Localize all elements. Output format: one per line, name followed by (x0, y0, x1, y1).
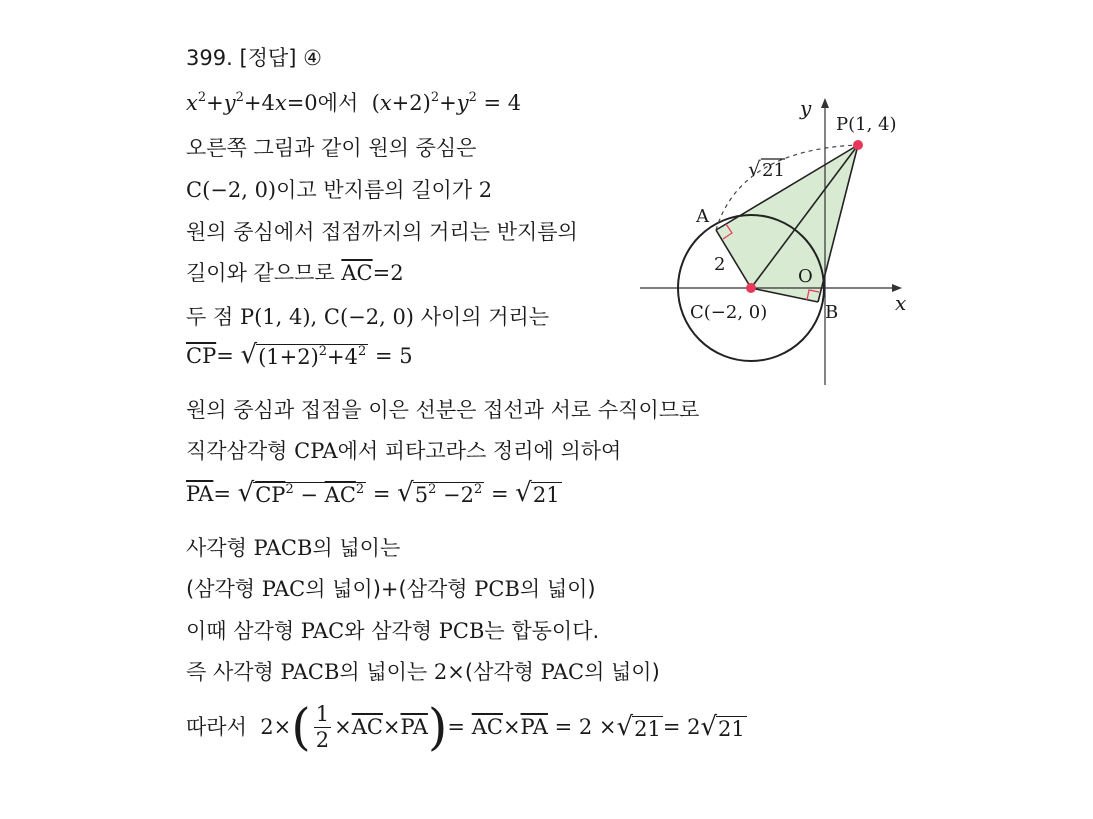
equation-final: 따라서 2× ( $\frac{1}{2}$ $\times\overline{AC}\times\overline{PA}$ ) = $\overline{AC}\times\overline{PA} = 2$ × √ 21 = 2 √ 21 (186, 698, 745, 756)
segment-ac: $\overline{AC}$ (341, 261, 373, 285)
sqrt-sign: √ (748, 157, 761, 181)
answer-header (186, 48, 322, 69)
eq1-suffix: 에서 (317, 91, 359, 115)
label-x: x (895, 291, 907, 315)
text-line-14: 이때 삼각형 PAC와 삼각형 PCB는 합동이다. (186, 619, 600, 643)
label-b: B (825, 302, 839, 323)
center-point: C(−2, 0) (186, 178, 277, 202)
points-pc: P(1, 4), C(−2, 0) (239, 305, 414, 329)
y-axis-arrow (821, 98, 829, 108)
text-line-6: 길이와 같으므로 $\overline{AC}=2$ (186, 261, 404, 285)
text-line-12: 사각형 PACB의 넓이는 (186, 536, 401, 560)
triangle-cpa: CPA (294, 439, 338, 463)
text-line-10: 직각삼각형 CPA에서 피타고라스 정리에 의하여 (186, 439, 622, 463)
equation-cp: $\overline{CP}=$ √ $(1+2)^2+4^2$ = 5 (186, 340, 413, 370)
label-o: O (798, 266, 813, 287)
label-sqrt21: 21 (762, 160, 785, 181)
point-p (853, 140, 863, 150)
label-a: A (696, 206, 709, 227)
problem-number: 399. (186, 46, 233, 70)
answer-mark: ④ (303, 46, 322, 70)
answer-label: [정답] (239, 46, 297, 70)
label-radius: 2 (714, 254, 726, 275)
text-line-3: 오른쪽 그림과 같이 원의 중심은 (186, 136, 477, 160)
label-c: C(−2, 0) (690, 302, 768, 323)
equation-circle: $x^2+y^2+4x=0$에서 $(x+2)^2+y^2 = 4$ (186, 90, 522, 115)
label-y: y (800, 96, 812, 120)
text-line-13: (삼각형 PAC의 넓이)+(삼각형 PCB의 넓이) (186, 577, 596, 601)
text-line-7: 두 점 P(1, 4), C(−2, 0) 사이의 거리는 (186, 305, 550, 329)
text-line-4: C(−2, 0)이고 반지름의 길이가 2 (186, 178, 493, 202)
label-sqrt21-group (748, 157, 785, 181)
text-line-9: 원의 중심과 접점을 이은 선분은 접선과 서로 수직이므로 (186, 398, 700, 422)
point-c (746, 283, 756, 293)
radius-value: 2 (478, 178, 493, 202)
text-line-5: 원의 중심에서 접점까지의 거리는 반지름의 (186, 220, 578, 244)
label-p: P(1, 4) (836, 114, 897, 135)
tangent-figure (640, 90, 930, 390)
text-line-15: 즉 사각형 PACB의 넓이는 2×(삼각형 PAC의 넓이) (186, 660, 660, 684)
equation-pa: $\overline{PA}=$ √ $CP^2 - \overline{AC}^2$ = √ $5^2 -2^2$ = √ 21 (186, 478, 560, 508)
